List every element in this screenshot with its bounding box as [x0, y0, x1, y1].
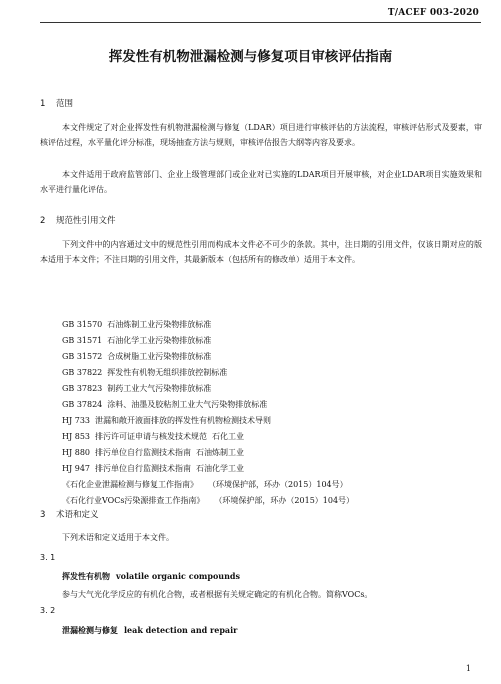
reference-code: HJ 880: [62, 448, 90, 457]
reference-code: HJ 853: [62, 432, 90, 441]
reference-code: 《石化行业VOCs污染源排查工作指南》: [62, 496, 205, 505]
reference-name: 石油炼制工业污染物排放标准: [107, 320, 212, 329]
reference-item: [62, 493, 354, 509]
scope-paragraph-1: 本文件规定了对企业挥发性有机物泄漏检测与修复（LDAR）项目进行审核评估的方法流程，审核评估形式及要素，审核评估过程，水平量化评分标准，现场抽查方法与规则，审核评估报告大纲等内容及要求。: [40, 123, 482, 147]
term-english: volatile organic compounds: [116, 571, 241, 581]
page-number: 1: [465, 664, 471, 673]
scope-paragraph-2: 本文件适用于政府监管部门、企业上级管理部门或企业对已实施的LDAR项目开展审核，对企业LDAR项目实施效果和水平进行量化评估。: [40, 170, 482, 194]
reference-code: GB 31570: [62, 320, 103, 329]
reference-name: 排污许可证申请与核发技术规范: [95, 432, 207, 441]
reference-note: 石化工业: [212, 432, 244, 441]
reference-list: [62, 317, 354, 509]
standard-code: T/ACEF 003-2020: [387, 8, 479, 18]
reference-name: 泄漏和敞开液面排放的挥发性有机物检测技术导则: [95, 416, 271, 425]
header-divider: [40, 22, 481, 23]
section-number: 3: [40, 510, 46, 520]
reference-code: GB 37823: [62, 384, 103, 393]
reference-name: 排污单位自行监测技术指南: [95, 448, 191, 457]
reference-code: GB 31572: [62, 352, 103, 361]
reference-code: HJ 733: [62, 416, 90, 425]
section-title: 范围: [56, 99, 74, 109]
section-heading-scope: [40, 97, 73, 109]
reference-code: GB 37824: [62, 400, 103, 409]
reference-name: 涂料、油墨及胶粘剂工业大气污染物排放标准: [107, 400, 268, 409]
reference-item: [62, 365, 354, 381]
document-title: 挥发性有机物泄漏检测与修复项目审核评估指南: [108, 49, 393, 65]
reference-note: （环境保护部，环办（2015）104号）: [214, 496, 355, 505]
reference-name: 石油化学工业污染物排放标准: [107, 336, 212, 345]
reference-note: 石油化学工业: [196, 464, 244, 473]
term-english: leak detection and repair: [124, 625, 238, 635]
reference-code: GB 37822: [62, 368, 103, 377]
section-title: 规范性引用文件: [56, 216, 116, 226]
reference-name: 挥发性有机物无组织排放控制标准: [107, 368, 228, 377]
references-intro-paragraph: 下列文件中的内容通过文中的规范性引用而构成本文件必不可少的条款。其中，注日期的引用文件，仅该日期对应的版本适用于本文件；不注日期的引用文件，其最新版本（包括所有的修改单）适用于本文件。: [40, 240, 482, 264]
reference-item: [62, 317, 354, 333]
terms-intro-paragraph: 下列术语和定义适用于本文件。: [62, 533, 174, 542]
reference-item: [62, 349, 354, 365]
reference-code: HJ 947: [62, 464, 90, 473]
reference-name: 排污单位自行监测技术指南: [95, 464, 191, 473]
section-title: 术语和定义: [56, 510, 99, 520]
term-chinese: 挥发性有机物: [62, 571, 110, 581]
reference-note: （环境保护部，环办（2015）104号）: [208, 480, 348, 489]
reference-code: 《石化企业泄漏检测与修复工作指南》: [62, 480, 198, 489]
section-heading-normative-references: [40, 214, 116, 226]
term-number: 3. 1: [40, 553, 56, 562]
reference-item: [62, 445, 354, 461]
term-entry-ldar: [62, 625, 237, 636]
reference-item: [62, 429, 354, 445]
reference-name: 合成树脂工业污染物排放标准: [107, 352, 212, 361]
term-entry-voc: [62, 571, 240, 582]
term-chinese: 泄漏检测与修复: [62, 625, 118, 635]
section-number: 2: [40, 216, 46, 226]
term-number: 3. 2: [40, 606, 56, 615]
reference-name: 制药工业大气污染物排放标准: [107, 384, 212, 393]
term-definition: 参与大气光化学反应的有机化合物，或者根据有关规定确定的有机化合物。简称VOCs。: [62, 590, 373, 599]
reference-item: [62, 333, 354, 349]
reference-code: GB 31571: [62, 336, 103, 345]
section-number: 1: [40, 99, 46, 109]
reference-item: [62, 477, 354, 493]
section-heading-terms: [40, 508, 99, 520]
reference-item: [62, 461, 354, 477]
reference-item: [62, 397, 354, 413]
reference-item: [62, 413, 354, 429]
reference-note: 石油炼制工业: [196, 448, 244, 457]
reference-item: [62, 381, 354, 397]
